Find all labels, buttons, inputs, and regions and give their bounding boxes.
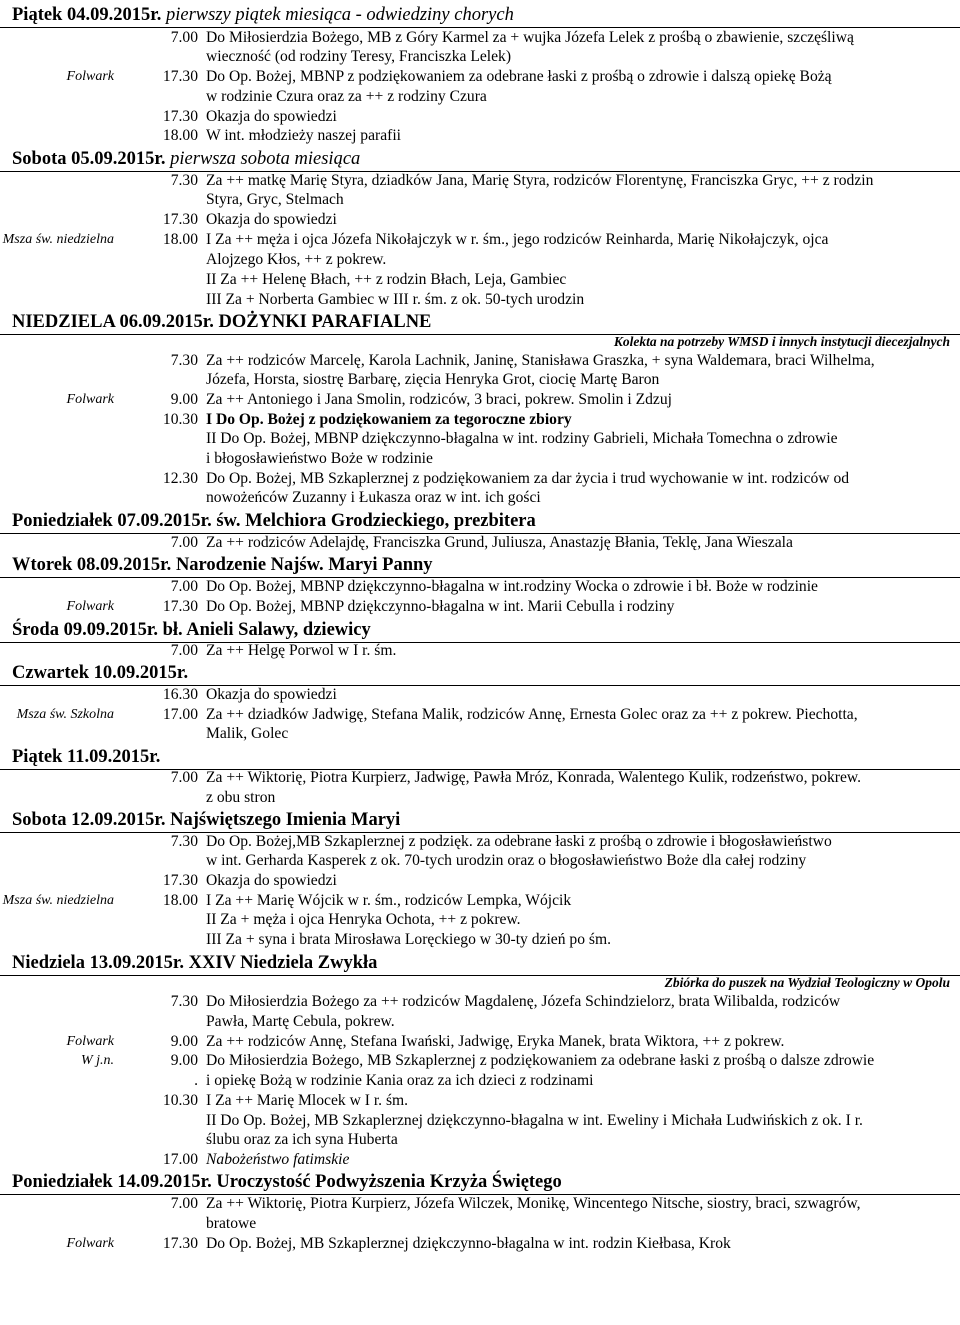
intention-text: Do Miłosierdzia Bożego za ++ rodziców Magdalenę, Józefa Schindzielorz, brata Wilibalda, rodziców bbox=[206, 993, 841, 1010]
intention-text: w int. Gerharda Kasperek z ok. 70-tych urodzin oraz o błogosławieństwo Boże dla całej rodziny bbox=[206, 852, 807, 869]
intention-line bbox=[0, 641, 960, 661]
intention-text: Okazja do spowiedzi bbox=[206, 211, 337, 228]
mass-time: 17.30 bbox=[162, 598, 198, 615]
mass-location: Msza św. Szkolna bbox=[16, 707, 114, 722]
intention-text: I Do Op. Bożej z podziękowaniem za tegoroczne zbiory bbox=[206, 411, 572, 428]
day-date: Poniedziałek 07.09.2015r. św. Melchiora Grodzieckiego, prezbitera bbox=[12, 511, 536, 531]
intention-text: Styra, Gryc, Stelmach bbox=[206, 191, 344, 208]
mass-time: . bbox=[194, 1072, 198, 1089]
intention-text: Nabożeństwo fatimskie bbox=[206, 1151, 350, 1168]
mass-time: 18.00 bbox=[162, 231, 198, 248]
intention-text: III Za + syna i brata Mirosława Loręckiego w 30-ty dzień po śm. bbox=[206, 931, 612, 948]
intention-text: Do Miłosierdzia Bożego, MB z Góry Karmel za + wujka Józefa Lelek z prośbą o zbawienie, szczęśliwą bbox=[206, 29, 854, 46]
intention-line bbox=[0, 1234, 960, 1254]
intention-line bbox=[0, 351, 960, 371]
intention-text: w rodzinie Czura oraz za ++ z rodziny Czura bbox=[206, 88, 487, 105]
mass-location: Folwark bbox=[66, 392, 114, 407]
intention-line bbox=[0, 390, 960, 410]
intention-text: ślubu oraz za ich syna Huberta bbox=[206, 1131, 398, 1148]
intention-text: III Za + Norberta Gambiec w III r. śm. z ok. 50-tych urodzin bbox=[206, 291, 585, 308]
mass-time: 17.00 bbox=[162, 1151, 198, 1168]
intention-line bbox=[0, 1214, 960, 1234]
mass-time: 7.00 bbox=[170, 769, 198, 786]
day-header bbox=[0, 148, 960, 172]
collection-note: Kolekta na potrzeby WMSD i innych instytucji diecezjalnych bbox=[613, 334, 950, 349]
mass-time: 7.00 bbox=[170, 29, 198, 46]
intention-line bbox=[0, 1032, 960, 1052]
mass-time: 7.00 bbox=[170, 534, 198, 551]
intention-text: Pawła, Martę Cebula, pokrew. bbox=[206, 1013, 395, 1030]
intention-line bbox=[0, 724, 960, 744]
intention-line bbox=[0, 171, 960, 191]
intention-text: Okazja do spowiedzi bbox=[206, 872, 337, 889]
intention-text: Za ++ rodziców Annę, Stefana Iwański, Jadwigę, Eryka Manek, brata Wiktora, ++ z pokrew. bbox=[206, 1033, 785, 1050]
intention-text: z obu stron bbox=[206, 789, 276, 806]
mass-time: 9.00 bbox=[170, 391, 198, 408]
day-description: bł. Anieli Salawy, dziewicy bbox=[157, 620, 371, 640]
intention-text: Alojzego Kłos, ++ z pokrew. bbox=[206, 251, 387, 268]
intention-line bbox=[0, 1130, 960, 1150]
day-header bbox=[0, 746, 960, 770]
intention-text: nowożeńców Zuzanny i Łukasza oraz w int. ich gości bbox=[206, 489, 541, 506]
mass-time: 10.30 bbox=[162, 411, 198, 428]
intention-text: II Do Op. Bożej, MBNP dziękczynno-błagalna w int. rodziny Gabrieli, Michała Tomechna o zdrowie bbox=[206, 430, 838, 447]
day-date: Piątek 11.09.2015r. bbox=[12, 747, 161, 767]
intention-text: i opiekę Bożą w rodzinie Kania oraz za ich dzieci z rodzinami bbox=[206, 1072, 594, 1089]
day-description: pierwszy piątek miesiąca - odwiedziny chorych bbox=[161, 5, 514, 25]
intention-line bbox=[0, 190, 960, 210]
day-date: Sobota 12.09.2015r. Najświętszego Imienia Maryi bbox=[12, 810, 401, 830]
intention-line bbox=[0, 1194, 960, 1214]
day-date: Czwartek 10.09.2015r. bbox=[12, 663, 189, 683]
intention-text: W int. młodzieży naszej parafii bbox=[206, 127, 401, 144]
mass-time: 18.00 bbox=[162, 892, 198, 909]
intention-text: Okazja do spowiedzi bbox=[206, 686, 337, 703]
intention-line bbox=[0, 126, 960, 146]
intention-line bbox=[0, 210, 960, 230]
day-description: pierwsza sobota miesiąca bbox=[165, 149, 361, 169]
intention-text: Za ++ Wiktorię, Piotra Kurpierz, Jadwigę, Pawła Mróz, Konrada, Walentego Kulik, rodzeństwo, pokrew. bbox=[206, 769, 862, 786]
intention-text: Za ++ matkę Marię Styra, dziadków Jana, Marię Styra, rodziców Florentynę, Franciszka Gryc, ++ z rodzin bbox=[206, 172, 874, 189]
day-date: Poniedziałek 14.09.2015r. Uroczystość Podwyższenia Krzyża Świętego bbox=[12, 1172, 562, 1192]
day-date: Środa 09.09.2015r. bł. Anieli Salawy, dziewicy bbox=[12, 620, 371, 640]
intention-line bbox=[0, 488, 960, 508]
intention-line bbox=[0, 1051, 960, 1071]
intention-text: II Za ++ Helenę Błach, ++ z rodzin Błach, Leja, Gambiec bbox=[206, 271, 567, 288]
intention-text: Okazja do spowiedzi bbox=[206, 108, 337, 125]
intention-line bbox=[0, 290, 960, 310]
mass-time: 17.30 bbox=[162, 872, 198, 889]
mass-time: 10.30 bbox=[162, 1092, 198, 1109]
intention-text: Józefa, Horsta, siostrę Barbarę, zięcia Henryka Grot, ciocię Martę Baron bbox=[206, 371, 660, 388]
intention-text: II Za + męża i ojca Henryka Ochota, ++ z pokrew. bbox=[206, 911, 521, 928]
day-header bbox=[0, 554, 960, 578]
intention-line bbox=[0, 1012, 960, 1032]
intention-line bbox=[0, 1091, 960, 1111]
intention-line bbox=[0, 533, 960, 553]
mass-location: W j.n. bbox=[80, 1053, 114, 1068]
collection-note: Zbiórka do puszek na Wydział Teologiczny w Opolu bbox=[664, 975, 950, 990]
intention-line bbox=[0, 851, 960, 871]
intention-line bbox=[0, 449, 960, 469]
day-description: św. Melchiora Grodzieckiego, prezbitera bbox=[211, 511, 536, 531]
mass-time: 17.00 bbox=[162, 706, 198, 723]
day-description: DOŻYNKI PARAFIALNE bbox=[213, 312, 432, 332]
intention-line bbox=[0, 768, 960, 788]
intention-text: Za ++ dziadków Jadwigę, Stefana Malik, rodziców Annę, Ernesta Golec oraz za ++ z pokrew. Piechotta, bbox=[206, 706, 858, 723]
intention-text: Do Op. Bożej, MB Szkaplerznej z podziękowaniem za dar życia i trud wychowanie w int. rodziców od bbox=[206, 470, 850, 487]
intention-line bbox=[0, 47, 960, 67]
day-date: NIEDZIELA 06.09.2015r. DOŻYNKI PARAFIALNE bbox=[12, 312, 432, 332]
intention-text: Za ++ Antoniego i Jana Smolin, rodziców, 3 braci, pokrew. Smolin i Zdzuj bbox=[206, 391, 672, 408]
mass-time: 7.30 bbox=[170, 352, 198, 369]
intention-line bbox=[0, 250, 960, 270]
mass-location: Msza św. niedzielna bbox=[2, 232, 114, 247]
mass-location: Folwark bbox=[66, 1236, 114, 1251]
day-header bbox=[0, 619, 960, 643]
intention-line bbox=[0, 370, 960, 390]
intention-text: bratowe bbox=[206, 1215, 257, 1232]
intention-line bbox=[0, 87, 960, 107]
mass-time: 9.00 bbox=[170, 1052, 198, 1069]
intention-line bbox=[0, 270, 960, 290]
intention-line bbox=[0, 705, 960, 725]
mass-location: Msza św. niedzielna bbox=[2, 893, 114, 908]
intention-line bbox=[0, 230, 960, 250]
intention-line bbox=[0, 685, 960, 705]
mass-time: 17.30 bbox=[162, 211, 198, 228]
mass-time: 17.30 bbox=[162, 108, 198, 125]
mass-time: 7.00 bbox=[170, 642, 198, 659]
intention-text: Do Op. Bożej, MBNP z podziękowaniem za odebrane łaski z prośbą o zdrowie i dalszą opiekę Bożą bbox=[206, 68, 832, 85]
day-description: Najświętszego Imienia Maryi bbox=[165, 810, 401, 830]
day-date: Piątek 04.09.2015r. pierwszy piątek miesiąca - odwiedziny chorych bbox=[12, 5, 514, 25]
intention-line bbox=[0, 107, 960, 127]
intention-line bbox=[0, 1150, 960, 1170]
intention-text: Do Miłosierdzia Bożego, MB Szkaplerznej z podziękowaniem za odebrane łaski z prośbą o dalsze zdrowie bbox=[206, 1052, 875, 1069]
mass-time: 7.30 bbox=[170, 172, 198, 189]
day-description: Uroczystość Podwyższenia Krzyża Świętego bbox=[211, 1172, 562, 1192]
mass-time: 7.30 bbox=[170, 833, 198, 850]
intention-line bbox=[0, 910, 960, 930]
intention-text: wieczność (od rodziny Teresy, Franciszka Lelek) bbox=[206, 48, 512, 65]
intention-text: I Za ++ Marię Mlocek w I r. śm. bbox=[206, 1092, 409, 1109]
intention-text: I Za ++ Marię Wójcik w r. śm., rodziców Lempka, Wójcik bbox=[206, 892, 572, 909]
mass-time: 16.30 bbox=[162, 686, 198, 703]
intention-line bbox=[0, 429, 960, 449]
intention-line bbox=[0, 597, 960, 617]
intention-line bbox=[0, 891, 960, 911]
intention-text: Za ++ rodziców Marcelę, Karola Lachnik, Janinę, Stanisława Graszka, + syna Waldemara, braci Wilhelma, bbox=[206, 352, 875, 369]
intention-line bbox=[0, 1111, 960, 1131]
intention-text: Za ++ Wiktorię, Piotra Kurpierz, Józefa Wilczek, Monikę, Wincentego Nitsche, siostry, braci, szwagrów, bbox=[206, 1195, 861, 1212]
intention-line bbox=[0, 788, 960, 808]
mass-time: 12.30 bbox=[162, 470, 198, 487]
mass-time: 7.30 bbox=[170, 993, 198, 1010]
mass-time: 9.00 bbox=[170, 1033, 198, 1050]
intention-line bbox=[0, 28, 960, 48]
intention-line bbox=[0, 469, 960, 489]
intention-text: Do Op. Bożej,MB Szkaplerznej z podzięk. za odebrane łaski z prośbą o zdrowie i błogosławieństwo bbox=[206, 833, 832, 850]
intention-text: I Za ++ męża i ojca Józefa Nikołajczyk w r. śm., jego rodziców Reinharda, Marię Nikołajczyk, ojca bbox=[206, 231, 829, 248]
mass-time: 17.30 bbox=[162, 68, 198, 85]
day-header bbox=[0, 1171, 960, 1195]
intention-line bbox=[0, 871, 960, 891]
day-header bbox=[0, 510, 960, 534]
intention-line bbox=[0, 577, 960, 597]
day-header bbox=[0, 662, 960, 686]
intention-line bbox=[0, 992, 960, 1012]
mass-location: Folwark bbox=[66, 599, 114, 614]
mass-time: 18.00 bbox=[162, 127, 198, 144]
intention-text: Za ++ rodziców Adelajdę, Franciszka Grund, Juliusza, Anastazję Błania, Teklę, Jana Wieszala bbox=[206, 534, 793, 551]
day-header bbox=[0, 4, 960, 28]
mass-time: 7.00 bbox=[170, 1195, 198, 1212]
day-description: XXIV Niedziela Zwykła bbox=[183, 953, 378, 973]
mass-time: 17.30 bbox=[162, 1235, 198, 1252]
intention-line bbox=[0, 410, 960, 430]
intention-line bbox=[0, 930, 960, 950]
intention-text: Malik, Golec bbox=[206, 725, 289, 742]
day-date: Wtorek 08.09.2015r. Narodzenie Najśw. Maryi Panny bbox=[12, 555, 433, 575]
day-header bbox=[0, 311, 960, 335]
intention-line bbox=[0, 67, 960, 87]
intention-line bbox=[0, 832, 960, 852]
intention-text: Do Op. Bożej, MB Szkaplerznej dziękczynno-błagalna w int. rodzin Kiełbasa, Krok bbox=[206, 1235, 731, 1252]
intention-text: II Do Op. Bożej, MB Szkaplerznej dziękczynno-błagalna w int. Eweliny i Michała Ludwińskich z ok. I r. bbox=[206, 1112, 863, 1129]
mass-location: Folwark bbox=[66, 69, 114, 84]
intention-text: Do Op. Bożej, MBNP dziękczynno-błagalna w int.rodziny Wocka o zdrowie i bł. Boże w rodzinie bbox=[206, 578, 818, 595]
day-date: Niedziela 13.09.2015r. XXIV Niedziela Zwykła bbox=[12, 953, 378, 973]
day-description: Narodzenie Najśw. Maryi Panny bbox=[171, 555, 433, 575]
intention-text: i błogosławieństwo Boże w rodzinie bbox=[206, 450, 433, 467]
intention-text: Za ++ Helgę Porwol w I r. śm. bbox=[206, 642, 397, 659]
day-header bbox=[0, 809, 960, 833]
day-header bbox=[0, 952, 960, 976]
mass-time: 7.00 bbox=[170, 578, 198, 595]
day-date: Sobota 05.09.2015r. pierwsza sobota miesiąca bbox=[12, 149, 361, 169]
intention-line bbox=[0, 1071, 960, 1091]
mass-location: Folwark bbox=[66, 1034, 114, 1049]
intention-text: Do Op. Bożej, MBNP dziękczynno-błagalna w int. Marii Cebulla i rodziny bbox=[206, 598, 675, 615]
